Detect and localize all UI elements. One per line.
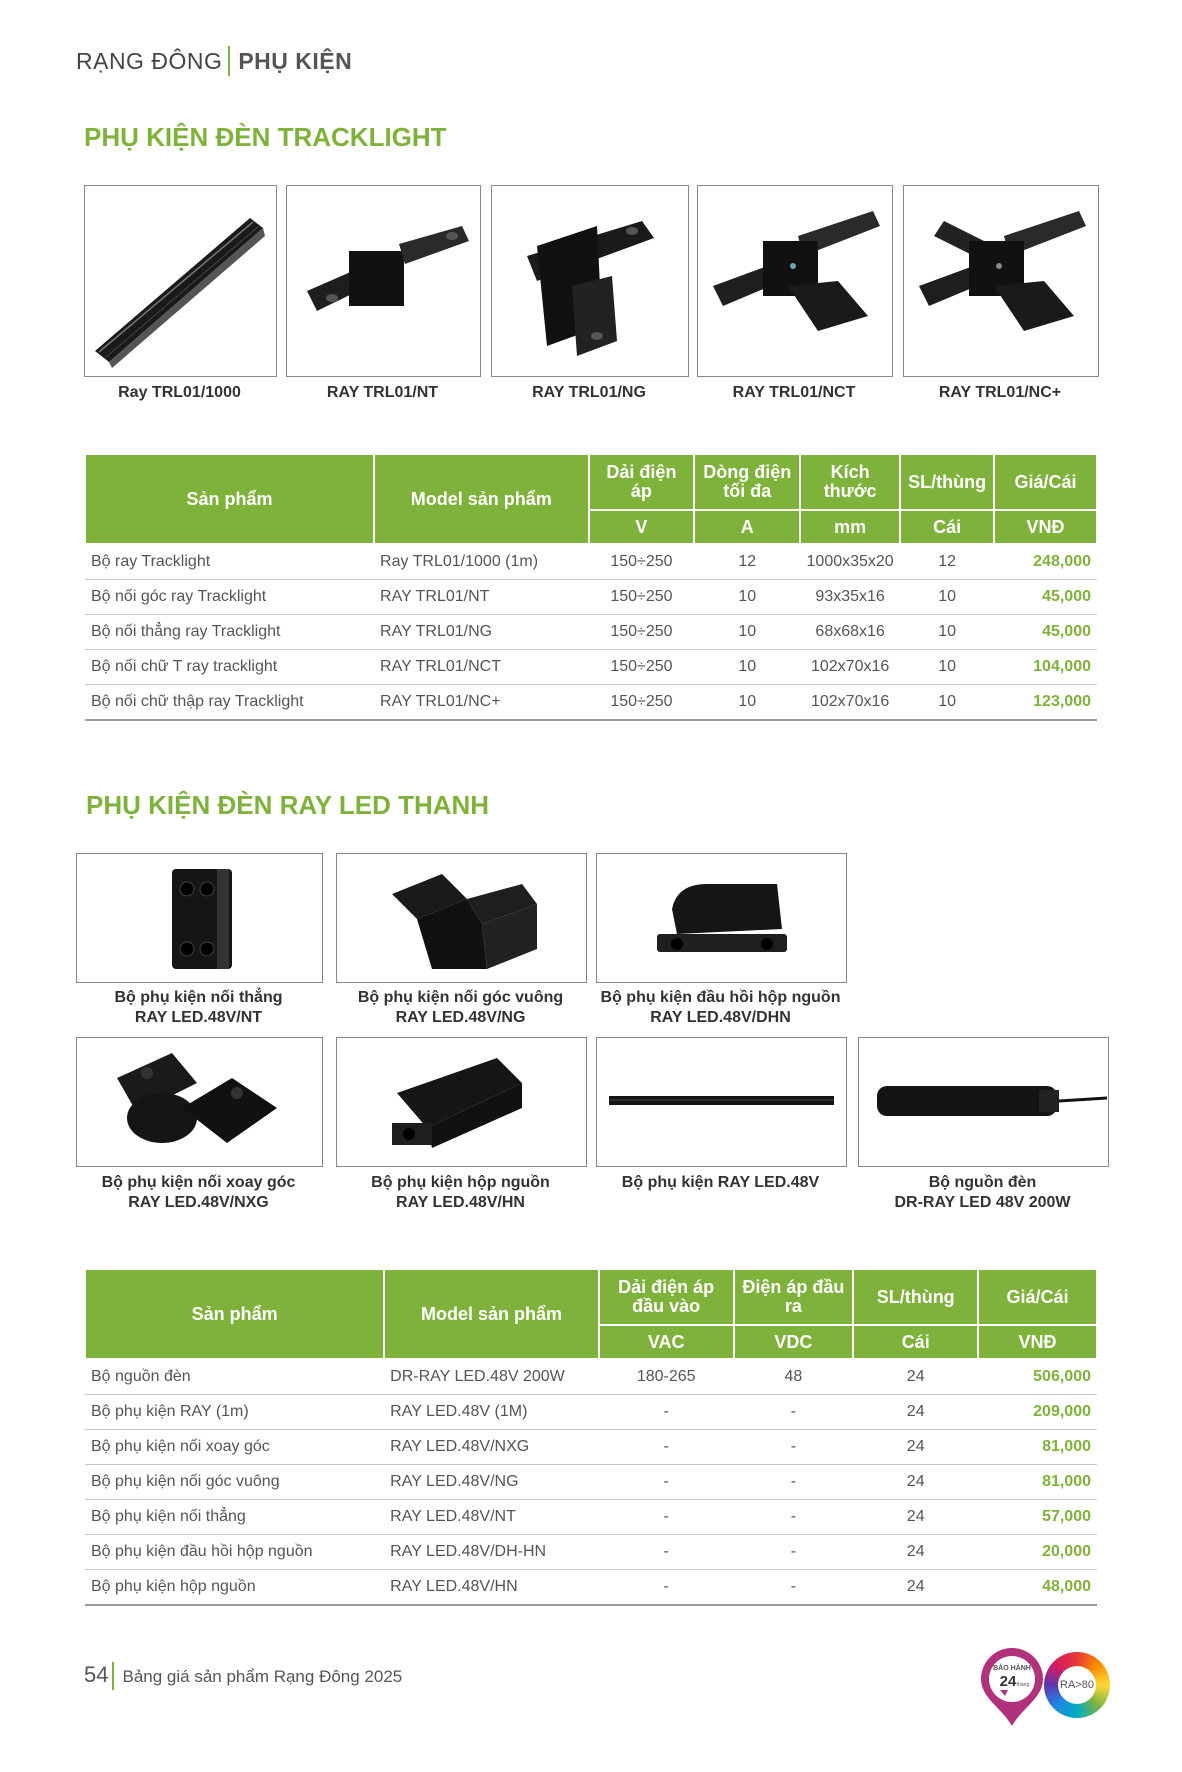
cell-qty: 12 — [900, 544, 994, 580]
cell-current: 10 — [694, 580, 800, 615]
product-image-power-supply — [858, 1037, 1109, 1167]
section-title-tracklight: PHỤ KIỆN ĐÈN TRACKLIGHT — [84, 122, 447, 152]
header-divider — [228, 46, 230, 76]
cell-model: RAY LED.48V/DH-HN — [384, 1535, 599, 1570]
color-wheel-icon — [1044, 1652, 1110, 1718]
caption-power-supply — [858, 1173, 1107, 1213]
th-size: Kích thước — [800, 454, 900, 510]
caption-2: RAY TRL01/NT — [326, 384, 439, 401]
th-unit-size: mm — [800, 510, 900, 544]
product-image-ray-led-nxg — [76, 1037, 323, 1167]
cell-price: 248,000 — [994, 544, 1097, 580]
table-row — [85, 685, 1097, 721]
cell-vout: - — [734, 1570, 854, 1606]
caption-4: RAY TRL01/NCT — [732, 384, 856, 401]
th-voltage: Dải điện áp — [589, 454, 695, 510]
cell-vout: 48 — [734, 1359, 854, 1395]
th-unit-qty: Cái — [853, 1325, 978, 1359]
cell-price: 20,000 — [978, 1535, 1097, 1570]
th-unit-qty: Cái — [900, 510, 994, 544]
ray-led-price-table — [84, 1268, 1098, 1606]
cell-product: Bộ phụ kiện đầu hồi hộp nguồn — [85, 1535, 384, 1570]
footer-text: Bảng giá sản phẩm Rạng Đông 2025 — [122, 1667, 403, 1686]
cell-vout: - — [734, 1430, 854, 1465]
cell-product: Bộ phụ kiện nối góc vuông — [85, 1465, 384, 1500]
table-row — [85, 1570, 1097, 1606]
caption-line-1: Bộ phụ kiện hộp nguồn — [371, 1174, 550, 1191]
cell-current: 12 — [694, 544, 800, 580]
cell-product: Bộ phụ kiện nối thẳng — [85, 1500, 384, 1535]
cell-vin: - — [599, 1465, 734, 1500]
cell-current: 10 — [694, 615, 800, 650]
page-footer — [84, 1662, 402, 1692]
cell-model: RAY TRL01/NC+ — [374, 685, 588, 721]
caption-ray-led-hn — [336, 1173, 585, 1213]
th-qty: SL/thùng — [900, 454, 994, 510]
warranty-badge — [978, 1646, 1046, 1728]
table-row — [85, 1395, 1097, 1430]
cell-product: Bộ ray Tracklight — [85, 544, 374, 580]
th-unit-price: VNĐ — [994, 510, 1097, 544]
cell-vout: - — [734, 1535, 854, 1570]
cell-vin: - — [599, 1430, 734, 1465]
cell-qty: 24 — [853, 1359, 978, 1395]
cell-vin: - — [599, 1535, 734, 1570]
caption-line-1: Bộ nguồn đèn — [928, 1174, 1037, 1191]
th-unit-current: A — [694, 510, 800, 544]
caption-line-1: Bộ phụ kiện nối thẳng — [114, 989, 283, 1006]
page-header — [76, 48, 352, 78]
product-image-ray-led-hn — [336, 1037, 587, 1167]
th-unit-price: VNĐ — [978, 1325, 1097, 1359]
cell-vin: - — [599, 1570, 734, 1606]
caption-line-1: Bộ phụ kiện RAY LED.48V — [621, 1174, 820, 1191]
warranty-unit: tháng — [1016, 1682, 1030, 1688]
product-image-ray-led-48v — [596, 1037, 847, 1167]
table-row — [85, 1535, 1097, 1570]
tracklight-price-table — [84, 453, 1098, 721]
cell-qty: 10 — [900, 580, 994, 615]
cell-size: 102x70x16 — [800, 650, 900, 685]
cell-model: RAY LED.48V/HN — [384, 1570, 599, 1606]
caption-line-2: RAY LED.48V/DHN — [650, 1009, 791, 1026]
th-product: Sản phẩm — [85, 454, 374, 544]
cell-product: Bộ nguồn đèn — [85, 1359, 384, 1395]
cell-product: Bộ phụ kiện nối xoay góc — [85, 1430, 384, 1465]
cell-model: RAY LED.48V/NG — [384, 1465, 599, 1500]
cell-model: RAY TRL01/NG — [374, 615, 588, 650]
cell-voltage: 150÷250 — [589, 580, 695, 615]
table-row — [85, 1359, 1097, 1395]
cell-qty: 10 — [900, 650, 994, 685]
cell-price: 506,000 — [978, 1359, 1097, 1395]
product-image-ray-trl01-nct — [697, 185, 893, 377]
cell-size: 93x35x16 — [800, 580, 900, 615]
cell-price: 45,000 — [994, 615, 1097, 650]
cell-product: Bộ nối chữ T ray tracklight — [85, 650, 374, 685]
caption-line-2: RAY LED.48V/HN — [396, 1194, 525, 1211]
cell-model: RAY LED.48V/NXG — [384, 1430, 599, 1465]
cell-model: RAY TRL01/NT — [374, 580, 588, 615]
category-name: PHỤ KIỆN — [238, 48, 353, 75]
page-number: 54 — [84, 1662, 109, 1687]
table-row — [85, 615, 1097, 650]
th-unit-voltage: V — [589, 510, 695, 544]
ra-label: RA>80 — [1058, 1666, 1096, 1704]
cell-price: 57,000 — [978, 1500, 1097, 1535]
cell-size: 1000x35x20 — [800, 544, 900, 580]
cell-voltage: 150÷250 — [589, 544, 695, 580]
cell-qty: 10 — [900, 685, 994, 721]
cell-voltage: 150÷250 — [589, 650, 695, 685]
table-row — [85, 1465, 1097, 1500]
th-model: Model sản phẩm — [384, 1269, 599, 1359]
cell-product: Bộ nối thẳng ray Tracklight — [85, 615, 374, 650]
product-image-ray-trl01-ncplus — [903, 185, 1099, 377]
cell-qty: 24 — [853, 1500, 978, 1535]
cell-qty: 10 — [900, 615, 994, 650]
cell-vin: 180-265 — [599, 1359, 734, 1395]
cell-size: 102x70x16 — [800, 685, 900, 721]
caption-5: RAY TRL01/NC+ — [938, 384, 1062, 401]
product-image-ray-trl01-1000 — [84, 185, 277, 377]
cell-model: DR-RAY LED.48V 200W — [384, 1359, 599, 1395]
product-image-ray-trl01-ng — [491, 185, 689, 377]
product-image-ray-led-dhn — [596, 853, 847, 983]
th-product: Sản phẩm — [85, 1269, 384, 1359]
table-row — [85, 650, 1097, 685]
cell-price: 123,000 — [994, 685, 1097, 721]
caption-ray-led-nxg — [60, 1173, 337, 1213]
cell-price: 81,000 — [978, 1430, 1097, 1465]
caption-ray-led-ng — [336, 988, 585, 1028]
table-row — [85, 544, 1097, 580]
caption-line-1: Bộ phụ kiện đầu hồi hộp nguồn — [600, 989, 841, 1006]
warranty-number: 24 — [999, 1673, 1017, 1690]
cell-vin: - — [599, 1500, 734, 1535]
cell-qty: 24 — [853, 1570, 978, 1606]
cell-qty: 24 — [853, 1535, 978, 1570]
cell-qty: 24 — [853, 1430, 978, 1465]
table-row — [85, 1500, 1097, 1535]
th-vout: Điện áp đầu ra — [734, 1269, 854, 1325]
cell-current: 10 — [694, 650, 800, 685]
product-image-ray-led-nt — [76, 853, 323, 983]
color-rendering-badge — [1044, 1652, 1110, 1718]
caption-3: RAY TRL01/NG — [532, 384, 646, 401]
cell-qty: 24 — [853, 1395, 978, 1430]
footer-divider — [112, 1662, 114, 1690]
th-price: Giá/Cái — [994, 454, 1097, 510]
cell-current: 10 — [694, 685, 800, 721]
table-row — [85, 580, 1097, 615]
cell-product: Bộ phụ kiện hộp nguồn — [85, 1570, 384, 1606]
cell-product: Bộ phụ kiện RAY (1m) — [85, 1395, 384, 1430]
table-row — [85, 1430, 1097, 1465]
cell-product: Bộ nối chữ thập ray Tracklight — [85, 685, 374, 721]
caption-line-1: Bộ phụ kiện nối xoay góc — [101, 1174, 296, 1191]
th-qty: SL/thùng — [853, 1269, 978, 1325]
th-price: Giá/Cái — [978, 1269, 1097, 1325]
cell-vin: - — [599, 1395, 734, 1430]
cell-vout: - — [734, 1500, 854, 1535]
cell-qty: 24 — [853, 1465, 978, 1500]
caption-ray-led-nt — [60, 988, 337, 1028]
th-unit-vin: VAC — [599, 1325, 734, 1359]
cell-size: 68x68x16 — [800, 615, 900, 650]
th-unit-vout: VDC — [734, 1325, 854, 1359]
cell-price: 45,000 — [994, 580, 1097, 615]
caption-line-1: Bộ phụ kiện nối góc vuông — [357, 989, 564, 1006]
caption-ray-led-dhn — [580, 988, 861, 1028]
cell-price: 104,000 — [994, 650, 1097, 685]
cell-voltage: 150÷250 — [589, 615, 695, 650]
cell-model: RAY LED.48V/NT — [384, 1500, 599, 1535]
caption-line-2: RAY LED.48V/NXG — [128, 1194, 269, 1211]
cell-vout: - — [734, 1465, 854, 1500]
caption-1: Ray TRL01/1000 — [118, 384, 241, 401]
cell-price: 48,000 — [978, 1570, 1097, 1606]
cell-price: 81,000 — [978, 1465, 1097, 1500]
cell-vout: - — [734, 1395, 854, 1430]
warranty-top-text: BẢO HÀNH — [993, 1665, 1031, 1672]
product-image-ray-trl01-nt — [286, 185, 481, 377]
caption-line-2: DR-RAY LED 48V 200W — [894, 1194, 1071, 1211]
cell-model: RAY LED.48V (1M) — [384, 1395, 599, 1430]
cell-model: Ray TRL01/1000 (1m) — [374, 544, 588, 580]
cell-price: 209,000 — [978, 1395, 1097, 1430]
caption-line-2: RAY LED.48V/NG — [395, 1009, 526, 1026]
cell-model: RAY TRL01/NCT — [374, 650, 588, 685]
caption-line-2: RAY LED.48V/NT — [134, 1009, 263, 1026]
th-vin: Dải điện áp đầu vào — [599, 1269, 734, 1325]
th-model: Model sản phẩm — [374, 454, 588, 544]
brand-name: RẠNG ĐÔNG — [76, 48, 223, 75]
th-current: Dòng điện tối đa — [694, 454, 800, 510]
caption-ray-led-48v — [596, 1173, 845, 1193]
section-title-ray-led: PHỤ KIỆN ĐÈN RAY LED THANH — [86, 790, 490, 820]
product-image-ray-led-ng — [336, 853, 587, 983]
cell-product: Bộ nối góc ray Tracklight — [85, 580, 374, 615]
cell-voltage: 150÷250 — [589, 685, 695, 721]
